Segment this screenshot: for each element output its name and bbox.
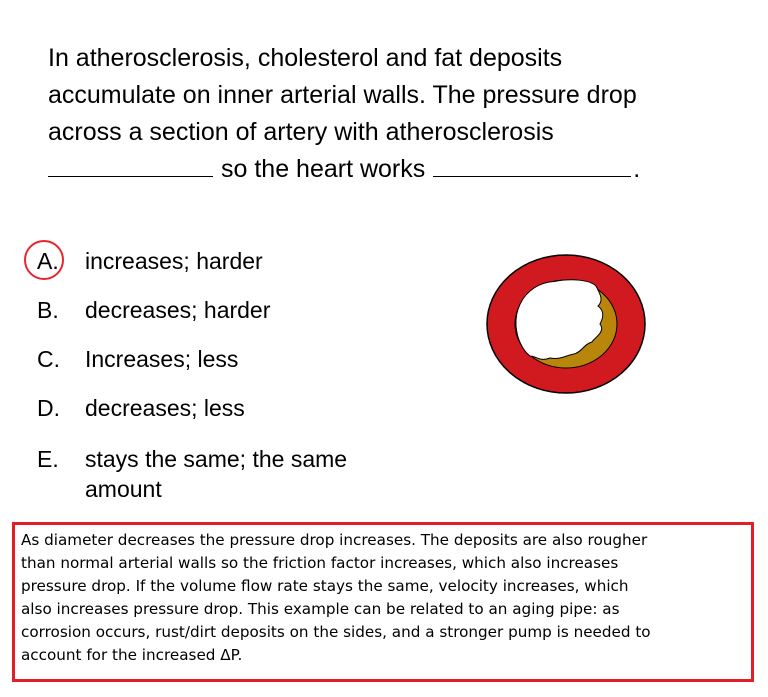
option-text: increases; harder: [85, 248, 263, 274]
option-text: stays the same; the same: [85, 446, 348, 472]
selected-answer-circle: [24, 240, 64, 280]
question-line-2: accumulate on inner arterial walls. The pressure drop: [48, 81, 637, 109]
question-line-3: across a section of artery with atherosclerosis: [48, 118, 554, 146]
explanation-line-1: As diameter decreases the pressure drop increases. The deposits are also rougher: [21, 531, 648, 549]
option-letter: C.: [37, 346, 60, 372]
explanation-line-2: than normal arterial walls so the friction factor increases, which also increases: [21, 554, 619, 572]
question-line-4-middle: so the heart works: [221, 155, 426, 183]
explanation-box: [12, 522, 754, 682]
answer-blank-2: [433, 154, 631, 177]
option-text: decreases; less: [85, 395, 245, 421]
option-text: Increases; less: [85, 346, 239, 372]
option-letter: B.: [37, 297, 59, 323]
explanation-line-4: also increases pressure drop. This example can be related to an aging pipe: as: [21, 600, 620, 618]
question-line-1: In atherosclerosis, cholesterol and fat deposits: [48, 44, 563, 72]
option-letter: A.: [37, 248, 59, 274]
artery-cross-section-icon: [484, 252, 648, 396]
question-text: [48, 40, 748, 188]
explanation-line-6: account for the increased ΔP.: [21, 646, 243, 664]
answer-blank-1: [48, 154, 213, 177]
option-text: decreases; harder: [85, 297, 271, 323]
option-letter: D.: [37, 395, 60, 421]
option-text-continued: amount: [85, 476, 162, 502]
explanation-line-3: pressure drop. If the volume flow rate stays the same, velocity increases, which: [21, 577, 629, 595]
question-line-4: [48, 151, 748, 188]
question-line-4-end: .: [633, 155, 641, 183]
option-letter: E.: [37, 446, 59, 472]
explanation-line-5: corrosion occurs, rust/dirt deposits on the sides, and a stronger pump is needed to: [21, 623, 651, 641]
